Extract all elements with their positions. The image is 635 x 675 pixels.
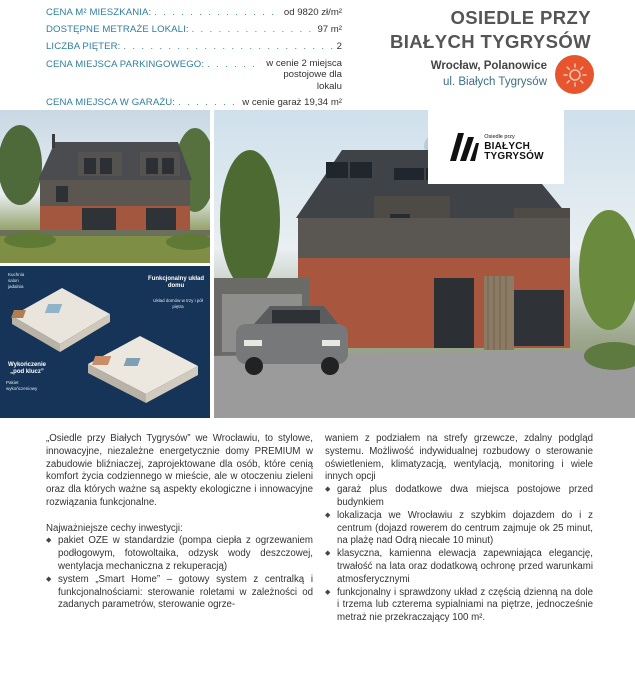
spec-price-per-m2: CENA M² MIESZKANIA: . . . od 9820 zł/m² — [46, 6, 342, 19]
features-list-left — [46, 535, 313, 612]
investment-title — [390, 6, 591, 54]
features-list-right — [325, 484, 593, 625]
investment-specs — [46, 6, 342, 114]
logo-small-text: Osiedle przy — [484, 133, 515, 140]
spec-available-sizes: DOSTĘPNE METRAŻE LOKALI: . . . 97 m² — [46, 23, 342, 36]
body-column-left — [46, 433, 313, 612]
bullet-continuation: waniem z podziałem na strefy grzewcze, zdalny podgląd systemu. Możliwość indywidualnej rozbudowy o sterowanie oświetleniem, klimatyzacją, wentylacją, monitoring i wiele innych opcji — [325, 433, 593, 483]
body-column-right — [325, 433, 593, 625]
logo-line-2: TYGRYSÓW — [484, 150, 544, 162]
features-heading: Najważniejsze cechy inwestycji: — [46, 522, 183, 534]
floorplan-render: Kuchnia salon jadalnia Funkcjonalny układ domu Układ domów w trzy i pół piętra Wykończenie „pod klucz” Pakiet wykończeniowy — [0, 266, 210, 418]
logo-box — [428, 109, 564, 184]
list-item: ◆ pakiet OZE w standardzie (pompa ciepła z ogrzewaniem podłogowym, fotowoltaika, odzysk wody deszczowej, wentylacja mechaniczna z rekuperacją) — [46, 535, 313, 573]
house-render-large — [214, 110, 635, 418]
title-line-2: BIAŁYCH TYGRYSÓW — [390, 31, 591, 52]
investment-location — [431, 58, 547, 90]
spec-floor-count: LICZBA PIĘTER: . . . 2 — [46, 40, 342, 53]
tiger-stripes-icon — [448, 131, 480, 163]
house-render-small — [0, 110, 210, 263]
list-item: ◆ system „Smart Home” – gotowy system z centralką i funkcjonalnościami: sterowanie roletami w zależności od zadanych parametrów, sterowanie ogrze- — [46, 574, 313, 612]
floorplan-finish-heading: Wykończenie „pod klucz” — [8, 362, 46, 375]
title-line-1: OSIEDLE PRZY — [450, 7, 591, 28]
list-item: ◆ klasyczna, kamienna elewacja zapewniająca elegancję, trwałość na lata oraz dodatkową ochronę przed warunkami atmosferycznymi — [325, 548, 593, 586]
list-item: ◆ garaż plus dodatkowe dwa miejsca postojowe przed budynkiem — [325, 484, 593, 510]
list-item: ◆ lokalizacja we Wrocławiu z szybkim dojazdem do i z centrum (dojazd rowerem do centrum zajmuje ok 25 minut, na plażę nad Odrą niecałe 10 minut) — [325, 510, 593, 548]
spec-parking-price: CENA MIEJSCA PARKINGOWEGO: . . . w cenie 2 miejsca postojowe dla lokalu — [46, 58, 342, 93]
floorplan-finish-desc: Pakiet wykończeniowy — [6, 380, 38, 391]
intro-paragraph: „Osiedle przy Białych Tygrysów” we Wrocławiu, to stylowe, innowacyjne, niezależne energetycznie domy PREMIUM w zabudowie bliźniaczej, zaprojektowane dla osób, które cenią komfort życia codziennego w mieście, ale w otoczeniu zieleni oraz dla których ważne są aspekty ekologiczne i innowacyjne rozwiązania funkcjonalne. — [46, 433, 313, 508]
tiger-logo — [448, 131, 544, 163]
logo-line-1: BIAŁYCH — [484, 140, 531, 152]
floorplan-layout-desc: Układ domów w trzy i pół piętra — [153, 298, 203, 309]
location-city: Wrocław, Polanowice — [430, 60, 547, 72]
floorplan-layout-heading: Funkcjonalny układ domu — [148, 276, 205, 289]
spec-garage-price: CENA MIEJSCA W GARAŻU: . . . w cenie garaż 19,34 m² — [46, 96, 342, 109]
list-item: ◆ funkcjonalny i sprawdzony układ z częścią dzienną na dole i trzema lub czterema sypialniami na piętrze, jednocześnie metraż nie przekraczający 100 m². — [325, 587, 593, 625]
location-street: ul. Białych Tygrysów — [443, 76, 547, 88]
sun-icon — [555, 55, 594, 94]
